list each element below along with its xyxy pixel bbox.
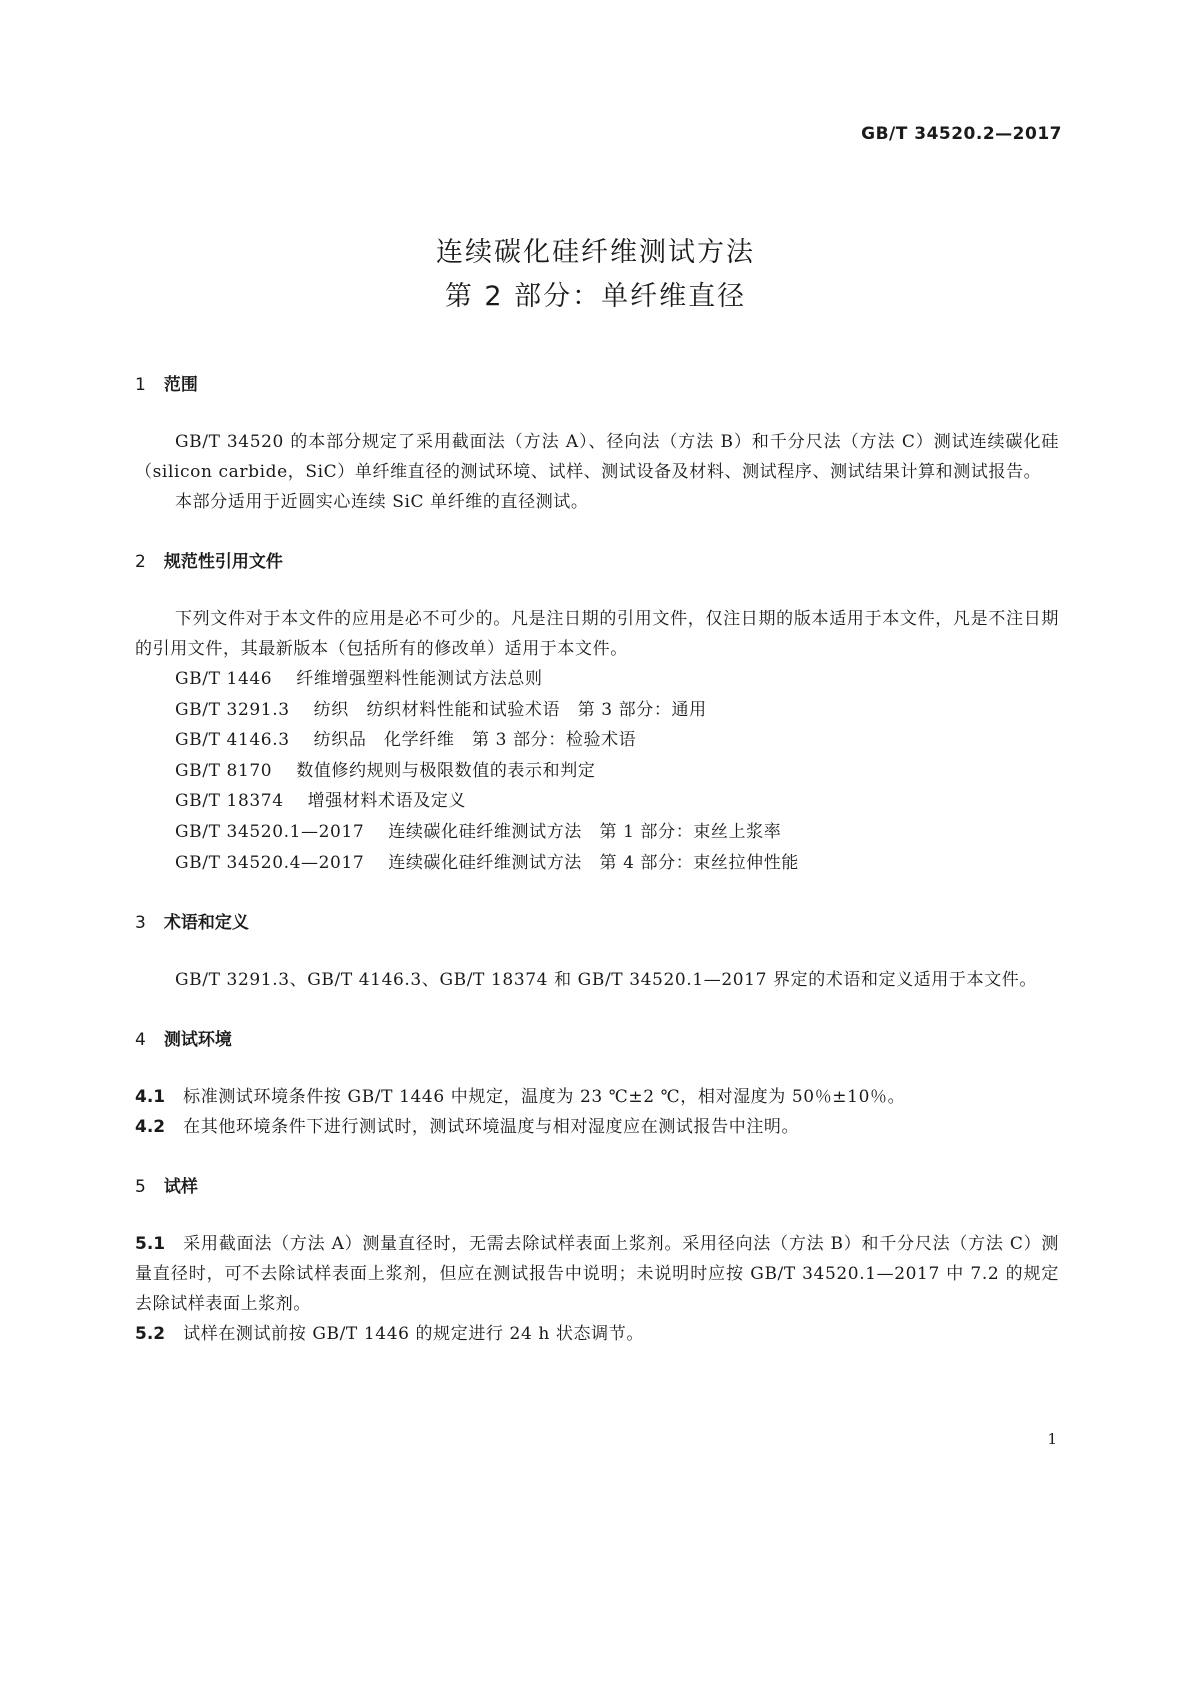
- reference-code: GB/T 18374: [175, 791, 284, 812]
- clause-text: 在其他环境条件下进行测试时，测试环境温度与相对湿度应在测试报告中注明。: [183, 1117, 800, 1138]
- section-number: 3: [135, 913, 146, 934]
- clause-text: 标准测试环境条件按 GB/T 1446 中规定，温度为 23 ℃±2 ℃，相对湿度为 50％±10％。: [183, 1087, 906, 1108]
- reference-list: [135, 664, 1059, 878]
- section-title: 规范性引用文件: [163, 552, 283, 572]
- section-number: 1: [135, 375, 146, 395]
- section-number: 4: [135, 1030, 146, 1051]
- section-number: 2: [135, 552, 146, 572]
- clause-text: 试样在测试前按 GB/T 1446 的规定进行 24 h 状态调节。: [183, 1324, 644, 1345]
- section-heading-specimens: [135, 1172, 1059, 1197]
- reference-name: 纺织品 化学纤维 第 3 部分：检验术语: [313, 730, 637, 751]
- reference-code: GB/T 3291.3: [175, 699, 290, 720]
- paragraph: GB/T 3291.3、GB/T 4146.3、GB/T 18374 和 GB/T 34520.1—2017 界定的术语和定义适用于本文件。: [175, 970, 1037, 991]
- reference-item: [135, 725, 1059, 756]
- reference-item: [135, 817, 1059, 848]
- clause: [135, 1082, 1059, 1112]
- clause: [135, 1229, 1059, 1319]
- reference-name: 纤维增强塑料性能测试方法总则: [296, 669, 543, 689]
- clause-number: 4.2: [135, 1117, 166, 1138]
- clause: [135, 1112, 1059, 1142]
- section-heading-normative-references: [135, 547, 1059, 572]
- page-number: 1: [1047, 1430, 1057, 1448]
- clause-number: 4.1: [135, 1087, 166, 1108]
- reference-name: 连续碳化硅纤维测试方法 第 1 部分：束丝上浆率: [388, 821, 782, 842]
- reference-code: GB/T 1446: [175, 669, 273, 689]
- clause-number: 5.1: [135, 1234, 166, 1255]
- reference-name: 连续碳化硅纤维测试方法 第 4 部分：束丝拉伸性能: [388, 852, 799, 873]
- section-title: 试样: [163, 1177, 198, 1198]
- section-title: 范围: [163, 375, 198, 395]
- clause-number: 5.2: [135, 1324, 166, 1345]
- reference-code: GB/T 8170: [175, 760, 273, 781]
- clause-text: 采用截面法（方法 A）测量直径时，无需去除试样表面上浆剂。采用径向法（方法 B）和千分尺法（方法 C）测量直径时，可不去除试样表面上浆剂，但应在测试报告中说明；未说明时应按 GB/T 34520.1—2017 中 7.2 的规定去除试样表面上浆剂。: [135, 1234, 1059, 1315]
- section-title: 术语和定义: [163, 913, 249, 934]
- document-title: 连续碳化硅纤维测试方法: [436, 237, 755, 268]
- reference-item: [135, 786, 1059, 817]
- paragraph: 本部分适用于近圆实心连续 SiC 单纤维的直径测试。: [175, 492, 589, 512]
- reference-name: 增强材料术语及定义: [307, 791, 467, 812]
- section-heading-scope: [135, 370, 1059, 395]
- reference-item: [135, 756, 1059, 787]
- paragraph: GB/T 34520 的本部分规定了采用截面法（方法 A）、径向法（方法 B）和千分尺法（方法 C）测试连续碳化硅（silicon carbide，SiC）单纤维直径的测试环境、试样、测试设备及材料、测试程序、测试结果计算和测试报告。: [135, 432, 1059, 482]
- reference-item: [135, 664, 1059, 695]
- paragraph: 下列文件对于本文件的应用是必不可少的。凡是注日期的引用文件，仅注日期的版本适用于本文件，凡是不注日期的引用文件，其最新版本（包括所有的修改单）适用于本文件。: [135, 609, 1059, 659]
- reference-code: GB/T 34520.4—2017: [175, 852, 365, 873]
- document-subtitle: 第 2 部分：单纤维直径: [444, 281, 747, 312]
- clause: [135, 1319, 1059, 1349]
- reference-code: GB/T 34520.1—2017: [175, 821, 365, 842]
- section-number: 5: [135, 1177, 146, 1198]
- standard-code: GB/T 34520.2—2017: [861, 124, 1062, 144]
- section-title: 测试环境: [163, 1030, 232, 1051]
- reference-name: 数值修约规则与极限数值的表示和判定: [296, 760, 596, 781]
- document-body: [135, 370, 1059, 1349]
- reference-name: 纺织 纺织材料性能和试验术语 第 3 部分：通用: [313, 699, 707, 720]
- reference-item: [135, 848, 1059, 879]
- section-heading-test-environment: [135, 1025, 1059, 1050]
- reference-code: GB/T 4146.3: [175, 730, 290, 751]
- reference-item: [135, 695, 1059, 726]
- section-heading-terms-and-definitions: [135, 908, 1059, 933]
